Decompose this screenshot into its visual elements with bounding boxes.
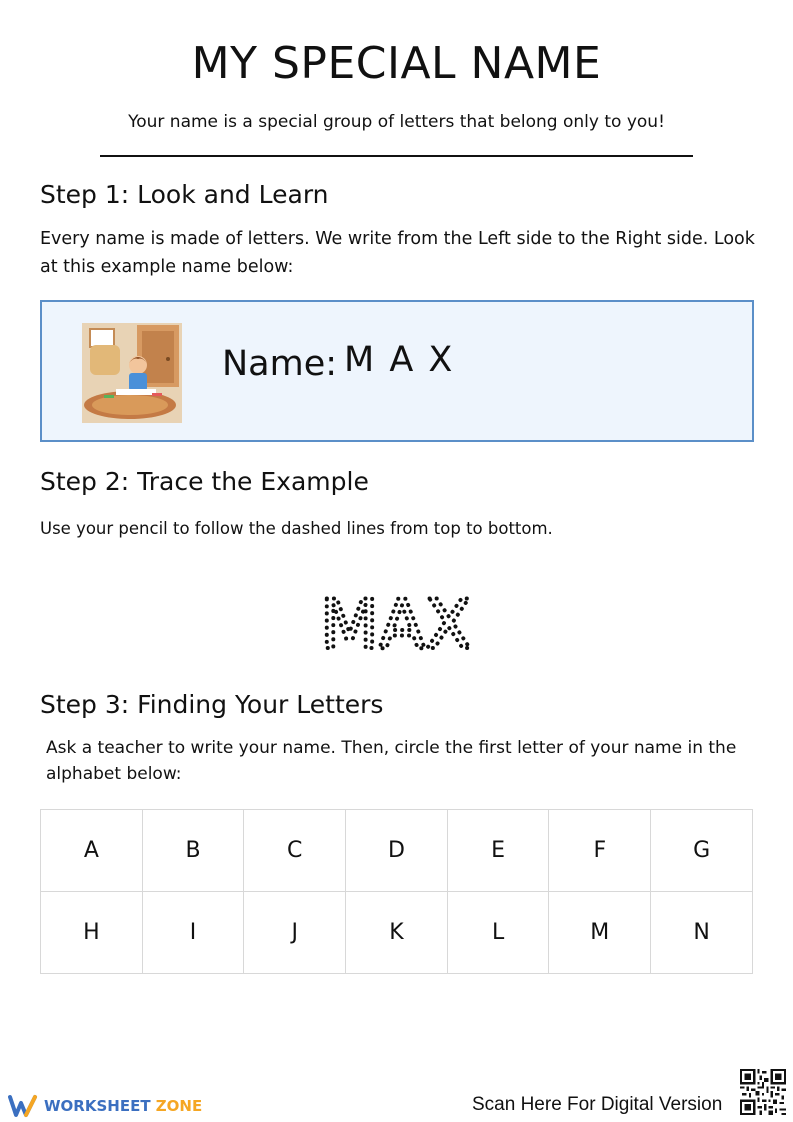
logo-w-icon xyxy=(8,1094,38,1118)
step3-text: Ask a teacher to write your name. Then, circle the first letter of your name in the alphabet below: xyxy=(46,738,737,784)
logo-text-zone: ZONE xyxy=(155,1097,203,1115)
letter-cell[interactable]: M xyxy=(549,892,651,974)
worksheet-zone-logo[interactable] xyxy=(8,1093,202,1119)
letter-cell[interactable]: J xyxy=(244,892,346,974)
qr-code-icon[interactable] xyxy=(740,1069,786,1115)
child-reading-illustration xyxy=(82,323,182,423)
example-name: M A X xyxy=(344,340,455,380)
letter-cell[interactable]: G xyxy=(651,810,753,892)
step1-heading: Step 1: Look and Learn xyxy=(40,180,329,209)
divider xyxy=(100,155,693,157)
trace-word[interactable] xyxy=(316,588,476,658)
letter-cell[interactable]: K xyxy=(346,892,448,974)
letter-cell[interactable]: E xyxy=(447,810,549,892)
letter-cell[interactable]: F xyxy=(549,810,651,892)
letter-cell[interactable]: H xyxy=(41,892,143,974)
alphabet-row xyxy=(41,810,753,892)
letter-cell[interactable]: B xyxy=(142,810,244,892)
page-title: MY SPECIAL NAME xyxy=(191,38,602,89)
page-subtitle: Your name is a special group of letters that belong only to you! xyxy=(128,112,665,132)
step3-heading: Step 3: Finding Your Letters xyxy=(40,690,384,719)
name-label: Name: xyxy=(222,344,338,384)
example-name-box xyxy=(40,300,754,442)
alphabet-grid xyxy=(40,809,753,974)
step2-heading: Step 2: Trace the Example xyxy=(40,467,369,496)
letter-cell[interactable]: L xyxy=(447,892,549,974)
letter-cell[interactable]: D xyxy=(346,810,448,892)
alphabet-row xyxy=(41,892,753,974)
letter-cell[interactable]: N xyxy=(651,892,753,974)
letter-cell[interactable]: A xyxy=(41,810,143,892)
logo-text xyxy=(44,1097,202,1115)
letter-cell[interactable]: I xyxy=(142,892,244,974)
scan-text: Scan Here For Digital Version xyxy=(472,1094,723,1115)
logo-text-worksheet: WORKSHEET xyxy=(44,1097,151,1115)
step1-text: Every name is made of letters. We write from the Left side to the Right side. Look at this example name below: xyxy=(40,229,755,277)
step2-text: Use your pencil to follow the dashed lines from top to bottom. xyxy=(40,519,553,538)
letter-cell[interactable]: C xyxy=(244,810,346,892)
trace-word-text: MAX xyxy=(320,588,472,658)
